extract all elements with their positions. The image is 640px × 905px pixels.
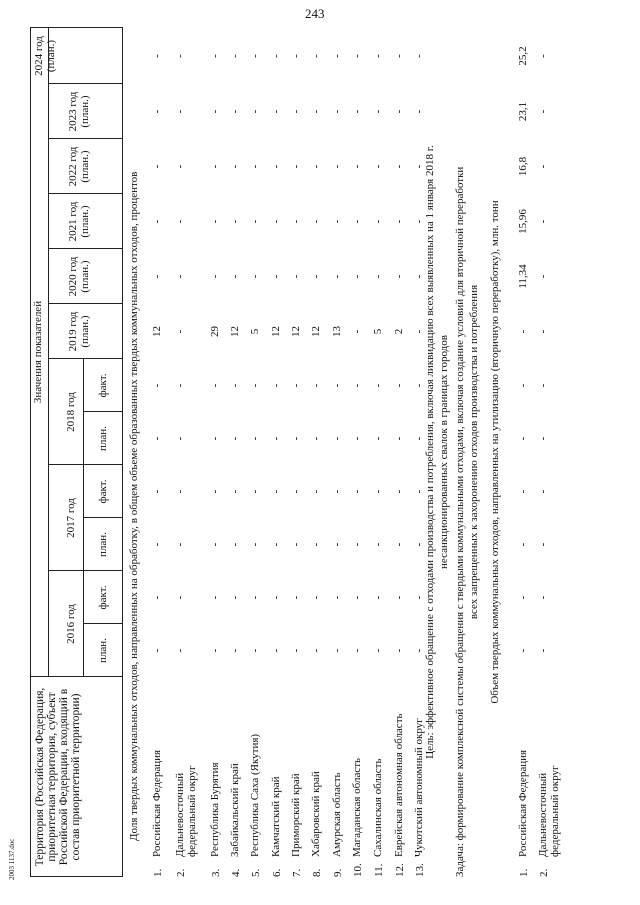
table-cell-value: - [249,54,261,58]
row-territory-name-line: Дальневосточный [537,772,549,857]
row-territory-name [152,750,164,857]
header-year-2017: 2017 год [65,498,77,538]
table-cell-value: - [351,648,363,653]
table-cell-value: - [290,436,302,441]
table-cell-value: - [331,595,343,600]
table-cell-value: - [209,164,221,169]
table-cell-value: - [372,648,384,653]
row-number: 1. [518,868,530,877]
table-cell-value: - [537,54,549,58]
header-plan-2018: план. [97,426,109,451]
table-cell-value: - [270,648,282,653]
row-territory-name [175,766,198,857]
row-territory-name [394,713,406,857]
table-cell-value: - [393,436,405,441]
table-cell-value: - [290,164,302,169]
row-territory-name-line: федеральный округ [548,765,561,857]
table-cell-value: - [537,274,549,279]
table-cell-value: - [351,595,363,600]
table-cell-value: - [351,436,363,441]
table-cell-value: - [270,219,282,224]
col-line-3 [48,570,122,571]
table-cell-value: - [270,54,282,58]
table-cell-value: - [331,489,343,494]
table-cell-value: - [174,219,186,224]
table-cell-value: - [174,542,186,547]
table-cell-value: - [351,329,363,334]
table-cell-value: 12 [310,326,322,337]
table-cell-value: - [151,383,163,388]
table-cell-value: - [393,54,405,58]
header-year-2018: 2018 год [65,392,77,432]
table-cell-value: - [372,164,384,169]
header-year-label: 2020 год [67,256,79,297]
row-territory-name [538,766,561,857]
header-year-2019 [68,304,91,359]
goal-line-1: Цель: эффективное обращение с отходами производства и потребления, включая ликвидацию всех выявленных на 1 января 2018 г. [424,145,436,759]
table-cell-value: - [209,542,221,547]
header-year-label: 2021 год [67,201,79,242]
table-cell-value: - [413,164,425,169]
table-cell-value: - [174,436,186,441]
table-cell-value: - [331,164,343,169]
table-cell-value: - [249,274,261,279]
table-cell-value: - [331,542,343,547]
row-territory-name-line: Забайкальский край [229,763,241,857]
table-cell-value: - [270,274,282,279]
table-cell-value: - [290,595,302,600]
table-cell-value: - [393,648,405,653]
header-fact-2016: факт. [97,585,109,610]
row-number: 10. [352,863,364,877]
row-number: 13. [414,863,426,877]
table-cell-value: - [270,595,282,600]
row-number: 3. [210,868,222,877]
table-cell-value: - [413,436,425,441]
header-year-sub: (план.) [78,205,91,238]
row-territory-name-line: Еврейская автономная область [393,713,405,857]
header-values-title: Значения показателей [32,300,44,404]
header-territory-line: состав приоритетной территории) [70,693,83,861]
table-cell-value: - [209,54,221,58]
row-territory-name-line: Магаданская область [351,757,363,857]
table-cell-value: - [229,109,241,114]
row-number: 8. [311,868,323,877]
table-cell-value: - [229,648,241,653]
table-cell-value: - [413,489,425,494]
table-cell-value: - [229,383,241,388]
table-cell-value: - [331,383,343,388]
table-cell-value: - [249,164,261,169]
table-cell-value: - [413,54,425,58]
table-cell-value: 5 [372,328,384,335]
header-year-label: 2022 год [67,146,79,187]
table-cell-value: - [290,648,302,653]
table-cell-value: - [151,436,163,441]
table-cell-value: - [151,164,163,169]
row-territory-name-line: федеральный округ [185,765,198,857]
table-cell-value: - [290,274,302,279]
table-cell-value: - [174,648,186,653]
header-year-2016: 2016 год [65,604,77,644]
table-cell-value: - [290,489,302,494]
table-cell-value: - [372,54,384,58]
table-cell-value: - [174,329,186,334]
table-cell-value: - [517,595,529,600]
table-cell-value: - [310,648,322,653]
table-cell-value: - [174,164,186,169]
col-line-0 [30,876,122,877]
table-cell-value: - [331,436,343,441]
header-divider-planfact [83,359,84,677]
table-cell-value: 12 [270,326,282,337]
table-cell-value: - [351,542,363,547]
table-cell-value: - [209,219,221,224]
table-cell-value: - [209,595,221,600]
goal-line-2: несанкционированных свалок в границах городов [438,335,450,569]
row-number: 12. [394,863,406,877]
table-cell-value: - [372,489,384,494]
row-territory-name-line: Российская Федерация [151,749,163,857]
header-territory-line: приоритетная территория, субъект [46,692,59,862]
row-territory-name [332,772,344,857]
row-territory-name [352,758,364,857]
table-cell-value: - [310,109,322,114]
table-cell-value: - [413,542,425,547]
header-year-label: 2019 год [67,311,79,352]
section2-title: Объем твердых коммунальных отходов, направленных на утилизацию (вторичную переработку), млн. тонн [489,200,501,704]
table-cell-value: - [249,383,261,388]
table-cell-value: - [537,542,549,547]
table-cell-value: - [537,109,549,114]
document-code: 2003 1137.doc [8,838,16,880]
table-cell-value: - [249,109,261,114]
table-cell-value: - [209,648,221,653]
table-cell-value: - [270,489,282,494]
table-cell-value: - [537,489,549,494]
header-year-sub: (план.) [78,315,91,348]
table-cell-value: - [517,383,529,388]
table-cell-value: - [310,274,322,279]
table-cell-value: - [413,595,425,600]
table-cell-value: - [310,489,322,494]
table-cell-value: - [249,648,261,653]
row-territory-name-line: Амурская область [331,772,343,857]
table-cell-value: - [310,542,322,547]
header-year-sub: (план.) [44,39,57,73]
table-cell-value: 15,96 [517,209,529,234]
table-cell-value: 25,2 [517,46,529,66]
table-cell-value: - [413,274,425,279]
table-cell-value: - [209,383,221,388]
header-plan-2017: план. [97,532,109,557]
header-fact-2017: факт. [97,479,109,504]
row-number: 4. [230,868,242,877]
table-cell-value: - [151,274,163,279]
table-cell-value: - [270,109,282,114]
table-cell-value: - [351,109,363,114]
row-number: 2. [538,868,550,877]
table-cell-value: - [249,489,261,494]
table-cell-value: 12 [290,326,302,337]
row-territory-name-line: Приморский край [290,773,302,857]
row-territory-name-line: Республика Бурятия [209,762,221,857]
table-cell-value: 2 [393,328,405,335]
table-cell-value: - [517,329,529,334]
row-number: 11. [373,863,385,877]
table-cell-value: - [174,109,186,114]
table-cell-value: - [229,436,241,441]
header-bottom [122,27,123,877]
header-year-2024 [34,28,57,84]
table-cell-value: - [310,383,322,388]
table-cell-value: 23,1 [517,101,529,122]
table-cell-value: - [372,109,384,114]
table-cell-value: - [393,219,405,224]
table-cell-value: - [413,648,425,653]
row-territory-name [291,773,303,857]
table-cell-value: - [229,542,241,547]
table-cell-value: - [290,54,302,58]
table-cell-value: - [393,489,405,494]
table-cell-value: - [290,219,302,224]
table-cell-value: - [151,219,163,224]
table-cell-value: - [151,542,163,547]
header-year-sub: (план.) [78,260,91,293]
table-cell-value: - [249,219,261,224]
table-cell-value: - [537,436,549,441]
header-year-sub: (план.) [78,95,91,128]
table-cell-value: - [151,648,163,653]
table-cell-value: - [209,436,221,441]
table-cell-value: 12 [229,326,241,337]
table-cell-value: - [229,274,241,279]
row-territory-name-line: Дальневосточный [174,772,186,857]
table-cell-value: - [151,54,163,58]
table-cell-value: - [351,219,363,224]
table-cell-value: - [351,489,363,494]
row-number: 6. [271,868,283,877]
table-cell-value: - [174,383,186,388]
row-number: 9. [332,868,344,877]
table-cell-value: - [209,274,221,279]
table-cell-value: - [331,54,343,58]
table-cell-value: - [270,164,282,169]
table-cell-value: - [310,54,322,58]
table-cell-value: 11,34 [517,264,529,289]
header-plan-2016: план. [97,638,109,663]
row-territory-name-line: Хабаровский край [310,771,322,857]
table-cell-value: - [537,329,549,334]
table-cell-value: - [290,109,302,114]
row-number: 1. [152,868,164,877]
header-year-2022 [68,139,91,194]
table-cell-value: - [151,595,163,600]
table-cell-value: - [270,383,282,388]
table-cell-value: - [413,329,425,334]
table-cell-value: - [229,489,241,494]
table-cell-value: 12 [151,326,163,337]
table-cell-value: - [537,648,549,653]
section1-title: Доля твердых коммунальных отходов, направленных на обработку, в общем объеме образованных твердых коммунальных отходов, процентов [128,171,140,841]
table-cell-value: - [229,219,241,224]
row-territory-name-line: Чукотский автономный округ [413,718,425,857]
table-cell-value: - [372,383,384,388]
table-cell-value: - [151,109,163,114]
header-year-sub: (план.) [78,150,91,183]
row-territory-name [311,771,323,857]
table-cell-value: - [351,383,363,388]
rotated-table [30,27,590,877]
header-territory-line: Территория (Российская Федерация, [34,687,46,867]
table-cell-value: - [290,383,302,388]
row-territory-name [373,759,385,857]
table-cell-value: - [413,219,425,224]
row-number: 5. [250,868,262,877]
col-line-5 [48,464,122,465]
header-year-2020 [68,249,91,304]
table-cell-value: 5 [249,328,261,335]
header-year-label: 2023 год [67,91,79,132]
table-cell-value: - [331,109,343,114]
table-cell-value: 13 [331,326,343,337]
table-cell-value: - [249,595,261,600]
table-cell-value: - [413,109,425,114]
table-cell-value: - [209,489,221,494]
table-cell-value: - [393,542,405,547]
table-border-top [30,27,31,877]
table-cell-value: - [310,164,322,169]
header-year-2021 [68,194,91,249]
table-cell-value: - [393,274,405,279]
page-number: 243 [305,6,325,21]
table-cell-value: - [537,219,549,224]
row-territory-name-line: Республика Саха (Якутия) [249,733,261,857]
header-year-2023 [68,84,91,139]
row-territory-name-line: Российская Федерация [517,749,529,857]
row-number: 2. [175,868,187,877]
table-cell-value: - [229,595,241,600]
row-territory-name [518,750,530,857]
table-cell-value: - [393,109,405,114]
table-cell-value: - [174,595,186,600]
table-cell-value: - [517,648,529,653]
table-cell-value: - [351,274,363,279]
table-cell-value: - [372,542,384,547]
table-cell-value: - [331,219,343,224]
table-cell-value: - [310,219,322,224]
row-territory-name [210,762,222,857]
row-territory-name [230,763,242,857]
table-cell-value: - [517,542,529,547]
table-cell-value: - [372,595,384,600]
table-cell-value: - [310,595,322,600]
table-cell-value: 16,8 [517,156,529,177]
table-cell-value: - [372,436,384,441]
table-cell-value: - [537,383,549,388]
table-cell-value: - [393,164,405,169]
header-year-label: 2024 год [33,36,45,76]
table-cell-value: - [229,164,241,169]
table-cell-value: - [209,109,221,114]
task-line-2: всех запрещенных к захоронению отходов производства и потребления [468,284,480,620]
table-cell-value: - [537,595,549,600]
table-cell-value: - [310,436,322,441]
table-cell-value: - [393,383,405,388]
row-territory-name [250,734,262,857]
table-cell-value: - [174,489,186,494]
table-cell-value: - [229,54,241,58]
table-cell-value: - [372,219,384,224]
table-cell-value: - [331,648,343,653]
table-cell-value: - [351,164,363,169]
row-territory-name [271,777,283,857]
table-cell-value: - [249,542,261,547]
table-cell-value: - [174,274,186,279]
table-cell-value: - [151,489,163,494]
row-territory-name-line: Сахалинская область [372,758,384,857]
table-cell-value: - [413,383,425,388]
row-number: 7. [291,868,303,877]
table-cell-value: - [249,436,261,441]
table-cell-value: - [270,542,282,547]
header-fact-2018: факт. [97,373,109,398]
header-divider-values [48,27,49,677]
header-territory-line: Российской Федерации, входящий в [58,688,71,866]
table-cell-value: - [270,436,282,441]
table-cell-value: - [537,164,549,169]
table-cell-value: 29 [209,326,221,337]
table-cell-value: - [331,274,343,279]
table-cell-value: - [174,54,186,58]
table-cell-value: - [517,489,529,494]
table-cell-value: - [290,542,302,547]
table-cell-value: - [393,595,405,600]
task-line-1: Задача: формирование комплексной системы обращения с твердыми коммунальными отходами, включая создание условий для вторичной переработки [454,166,466,877]
table-cell-value: - [372,274,384,279]
header-territory [34,679,82,875]
table-cell-value: - [517,436,529,441]
row-territory-name-line: Камчатский край [270,776,282,857]
table-cell-value: - [351,54,363,58]
